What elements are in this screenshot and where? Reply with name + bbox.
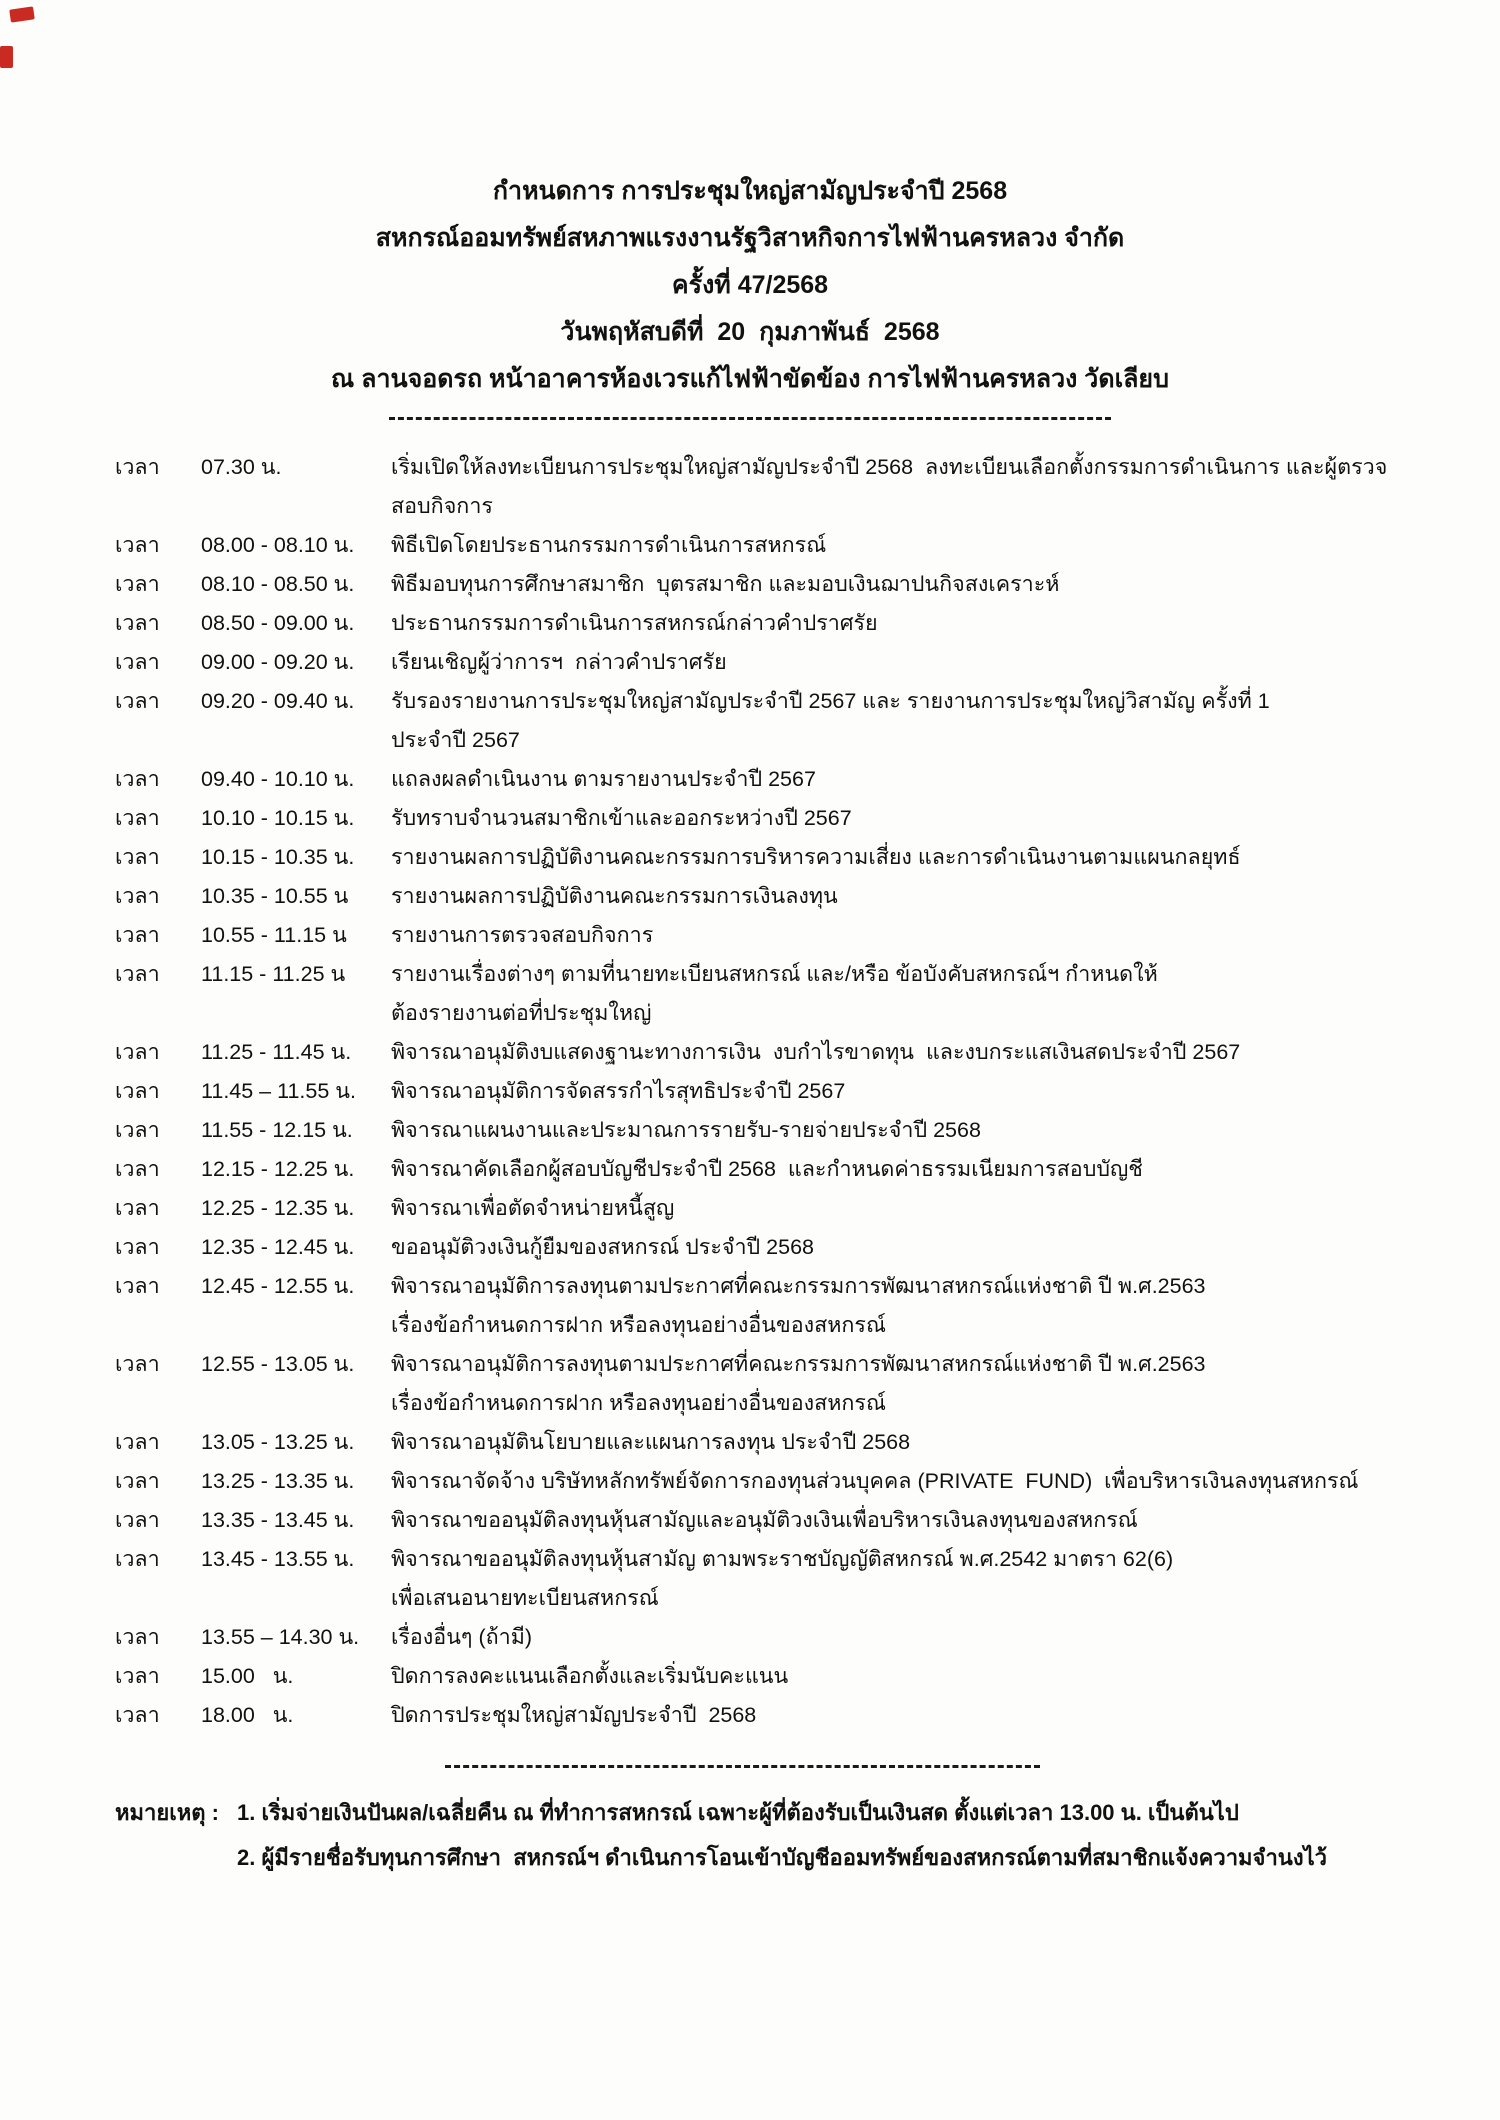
agenda-time-label: เวลา — [115, 1157, 160, 1181]
agenda-time-label: เวลา — [115, 962, 160, 986]
agenda-item-line: ขออนุมัติวงเงินกู้ยืมของสหกรณ์ ประจำปี 2568 — [391, 1235, 815, 1259]
document-title-line: ณ ลานจอดรถ หน้าอาคารห้องเวรแก้ไฟฟ้าขัดข้อง การไฟฟ้านครหลวง วัดเลียบ — [331, 365, 1169, 393]
agenda-row — [0, 604, 1500, 643]
agenda-row — [0, 1618, 1500, 1657]
agenda-row — [0, 955, 1500, 1033]
agenda-time-label: เวลา — [115, 572, 160, 596]
agenda-item-text — [391, 799, 1500, 838]
agenda-time: 09.40 - 10.10 น. — [201, 767, 355, 791]
agenda-time: 12.35 - 12.45 น. — [201, 1235, 355, 1259]
agenda-item-line: ปิดการประชุมใหญ่สามัญประจำปี 2568 — [391, 1703, 757, 1727]
agenda-time: 12.45 - 12.55 น. — [201, 1274, 355, 1298]
agenda-time-label: เวลา — [115, 1196, 160, 1220]
scan-red-mark — [0, 46, 13, 68]
agenda-item-text — [391, 526, 1500, 565]
note-text: 1. เริ่มจ่ายเงินปันผล/เฉลี่ยคืน ณ ที่ทำการสหกรณ์ เฉพาะผู้ที่ต้องรับเป็นเงินสด ตั้งแต่เวลา 13.00 น. เป็นต้นไป — [237, 1800, 1239, 1825]
agenda-row — [0, 1540, 1500, 1618]
agenda-time: 12.55 - 13.05 น. — [201, 1352, 355, 1376]
agenda-time-label: เวลา — [115, 1547, 160, 1571]
agenda-item-line: สอบกิจการ — [391, 494, 493, 518]
agenda-time: 18.00 น. — [201, 1703, 294, 1727]
notes-label: หมายเหตุ : — [115, 1800, 219, 1825]
agenda-item-line: เรียนเชิญผู้ว่าการฯ กล่าวคำปราศรัย — [391, 650, 727, 674]
agenda-item-text — [391, 760, 1500, 799]
agenda-time-label: เวลา — [115, 884, 160, 908]
dashed-divider — [389, 417, 1111, 420]
document-title-line: ครั้งที่ 47/2568 — [671, 271, 829, 299]
agenda-row — [0, 448, 1500, 526]
agenda-item-line: เรื่องข้อกำหนดการฝาก หรือลงทุนอย่างอื่นของสหกรณ์ — [391, 1391, 886, 1415]
agenda-item-text — [391, 955, 1500, 1033]
agenda-time-label: เวลา — [115, 1430, 160, 1454]
agenda-time: 13.45 - 13.55 น. — [201, 1547, 355, 1571]
agenda-time: 13.05 - 13.25 น. — [201, 1430, 355, 1454]
agenda-time: 12.25 - 12.35 น. — [201, 1196, 355, 1220]
agenda-item-line: พิจารณาเพื่อตัดจำหน่ายหนี้สูญ — [391, 1196, 675, 1220]
agenda-item-line: รายงานเรื่องต่างๆ ตามที่นายทะเบียนสหกรณ์ และ/หรือ ข้อบังคับสหกรณ์ฯ กำหนดให้ — [391, 962, 1158, 986]
agenda-row — [0, 760, 1500, 799]
agenda-time-label: เวลา — [115, 767, 160, 791]
agenda-time: 10.35 - 10.55 น — [201, 884, 349, 908]
agenda-time: 09.00 - 09.20 น. — [201, 650, 355, 674]
agenda-row — [0, 1267, 1500, 1345]
agenda-item-line: พิจารณาแผนงานและประมาณการรายรับ-รายจ่ายประจำปี 2568 — [391, 1118, 981, 1142]
agenda-item-line: เพื่อเสนอนายทะเบียนสหกรณ์ — [391, 1586, 659, 1610]
agenda-item-line: พิจารณาอนุมัติงบแสดงฐานะทางการเงิน งบกำไรขาดทุน และงบกระแสเงินสดประจำปี 2567 — [391, 1040, 1241, 1064]
agenda-time-label: เวลา — [115, 923, 160, 947]
agenda-item-text — [391, 1618, 1500, 1657]
agenda-item-line: พิจารณาขออนุมัติลงทุนหุ้นสามัญและอนุมัติวงเงินเพื่อบริหารเงินลงทุนของสหกรณ์ — [391, 1508, 1138, 1532]
agenda-item-text — [391, 604, 1500, 643]
agenda-item-text — [391, 916, 1500, 955]
agenda-time-label: เวลา — [115, 845, 160, 869]
agenda-time-label: เวลา — [115, 1703, 160, 1727]
note-row — [115, 1835, 1500, 1880]
agenda-item-text — [391, 877, 1500, 916]
agenda-item-line: ประธานกรรมการดำเนินการสหกรณ์กล่าวคำปราศรัย — [391, 611, 878, 635]
agenda-row — [0, 682, 1500, 760]
agenda-item-text — [391, 1540, 1500, 1618]
agenda-time-label: เวลา — [115, 1118, 160, 1142]
agenda-time: 11.45 – 11.55 น. — [201, 1079, 356, 1103]
agenda-item-text — [391, 1189, 1500, 1228]
agenda-time: 07.30 น. — [201, 455, 282, 479]
agenda-time: 08.50 - 09.00 น. — [201, 611, 355, 635]
agenda-item-text — [391, 1423, 1500, 1462]
agenda-item-text — [391, 1501, 1500, 1540]
agenda-row — [0, 1150, 1500, 1189]
agenda-time-label: เวลา — [115, 611, 160, 635]
agenda-time: 08.10 - 08.50 น. — [201, 572, 355, 596]
agenda-time: 13.25 - 13.35 น. — [201, 1469, 355, 1493]
agenda-row — [0, 1501, 1500, 1540]
agenda-item-text — [391, 682, 1500, 760]
agenda-item-text — [391, 1657, 1500, 1696]
agenda-row — [0, 1033, 1500, 1072]
agenda-item-line: พิจารณาอนุมัติการลงทุนตามประกาศที่คณะกรรมการพัฒนาสหกรณ์แห่งชาติ ปี พ.ศ.2563 — [391, 1352, 1206, 1376]
agenda-row — [0, 1462, 1500, 1501]
agenda-row — [0, 526, 1500, 565]
agenda-item-line: ประจำปี 2567 — [391, 728, 520, 752]
agenda-item-text — [391, 1072, 1500, 1111]
agenda-time: 13.55 – 14.30 น. — [201, 1625, 360, 1649]
agenda-time-label: เวลา — [115, 1274, 160, 1298]
agenda-item-text — [391, 565, 1500, 604]
agenda-item-line: รับทราบจำนวนสมาชิกเข้าและออกระหว่างปี 2567 — [391, 806, 852, 830]
agenda-item-line: แถลงผลดำเนินงาน ตามรายงานประจำปี 2567 — [391, 767, 816, 791]
agenda-row — [0, 643, 1500, 682]
agenda-item-line: รับรองรายงานการประชุมใหญ่สามัญประจำปี 2567 และ รายงานการประชุมใหญ่วิสามัญ ครั้งที่ 1 — [391, 689, 1270, 713]
agenda-table — [0, 448, 1500, 1735]
agenda-item-text — [391, 1345, 1500, 1423]
agenda-time-label: เวลา — [115, 689, 160, 713]
agenda-item-text — [391, 1267, 1500, 1345]
document-title-line: วันพฤหัสบดีที่ 20 กุมภาพันธ์ 2568 — [560, 318, 940, 346]
agenda-item-text — [391, 448, 1500, 526]
agenda-time: 13.35 - 13.45 น. — [201, 1508, 355, 1532]
agenda-row — [0, 1345, 1500, 1423]
agenda-row — [0, 1111, 1500, 1150]
agenda-row — [0, 1423, 1500, 1462]
note-text: 2. ผู้มีรายชื่อรับทุนการศึกษา สหกรณ์ฯ ดำเนินการโอนเข้าบัญชีออมทรัพย์ของสหกรณ์ตามที่สมาชิกแจ้งความจำนงไว้ — [237, 1845, 1327, 1870]
agenda-item-line: เรื่องข้อกำหนดการฝาก หรือลงทุนอย่างอื่นของสหกรณ์ — [391, 1313, 886, 1337]
agenda-row — [0, 1228, 1500, 1267]
agenda-row — [0, 1657, 1500, 1696]
agenda-time-label: เวลา — [115, 650, 160, 674]
agenda-item-text — [391, 1150, 1500, 1189]
agenda-time: 10.15 - 10.35 น. — [201, 845, 355, 869]
agenda-time-label: เวลา — [115, 806, 160, 830]
dashed-divider — [445, 1765, 1040, 1768]
document-title-line: สหกรณ์ออมทรัพย์สหภาพแรงงานรัฐวิสาหกิจการไฟฟ้านครหลวง จำกัด — [375, 224, 1125, 252]
document-title-line: กำหนดการ การประชุมใหญ่สามัญประจำปี 2568 — [492, 177, 1008, 205]
agenda-item-line: รายงานผลการปฏิบัติงานคณะกรรมการเงินลงทุน — [391, 884, 838, 908]
agenda-item-line: รายงานการตรวจสอบกิจการ — [391, 923, 654, 947]
agenda-time-label: เวลา — [115, 1508, 160, 1532]
agenda-time: 15.00 น. — [201, 1664, 294, 1688]
agenda-row — [0, 1189, 1500, 1228]
agenda-time: 08.00 - 08.10 น. — [201, 533, 355, 557]
agenda-time-label: เวลา — [115, 1625, 160, 1649]
agenda-time-label: เวลา — [115, 1235, 160, 1259]
agenda-row — [0, 877, 1500, 916]
agenda-time: 11.25 - 11.45 น. — [201, 1040, 352, 1064]
agenda-time: 09.20 - 09.40 น. — [201, 689, 355, 713]
agenda-item-line: เรื่องอื่นๆ (ถ้ามี) — [391, 1625, 533, 1649]
agenda-item-text — [391, 643, 1500, 682]
agenda-item-line: ปิดการลงคะแนนเลือกตั้งและเริ่มนับคะแนน — [391, 1664, 789, 1688]
agenda-time-label: เวลา — [115, 1664, 160, 1688]
agenda-row — [0, 565, 1500, 604]
agenda-time-label: เวลา — [115, 455, 160, 479]
agenda-item-line: พิธีมอบทุนการศึกษาสมาชิก บุตรสมาชิก และมอบเงินฌาปนกิจสงเคราะห์ — [391, 572, 1060, 596]
notes-section — [0, 1790, 1500, 1880]
agenda-item-text — [391, 1111, 1500, 1150]
agenda-time-label: เวลา — [115, 533, 160, 557]
agenda-time: 11.55 - 12.15 น. — [201, 1118, 353, 1142]
agenda-time: 10.55 - 11.15 น — [201, 923, 347, 947]
agenda-item-line: เริ่มเปิดให้ลงทะเบียนการประชุมใหญ่สามัญประจำปี 2568 ลงทะเบียนเลือกตั้งกรรมการดำเนินการ และผู้ตรวจ — [391, 455, 1388, 479]
agenda-time-label: เวลา — [115, 1040, 160, 1064]
document-header — [0, 0, 1500, 403]
agenda-time-label: เวลา — [115, 1469, 160, 1493]
agenda-item-line: พิจารณาจัดจ้าง บริษัทหลักทรัพย์จัดการกองทุนส่วนบุคคล (PRIVATE FUND) เพื่อบริหารเงินลงทุนสหกรณ์ — [391, 1469, 1359, 1493]
agenda-item-text — [391, 1462, 1500, 1501]
agenda-row — [0, 1072, 1500, 1111]
agenda-item-line: รายงานผลการปฏิบัติงานคณะกรรมการบริหารความเสี่ยง และการดำเนินงานตามแผนกลยุทธ์ — [391, 845, 1241, 869]
agenda-item-line: พิธีเปิดโดยประธานกรรมการดำเนินการสหกรณ์ — [391, 533, 827, 557]
agenda-item-line: พิจารณาอนุมัตินโยบายและแผนการลงทุน ประจำปี 2568 — [391, 1430, 911, 1454]
agenda-time: 10.10 - 10.15 น. — [201, 806, 355, 830]
agenda-item-text — [391, 1033, 1500, 1072]
agenda-item-line: ต้องรายงานต่อที่ประชุมใหญ่ — [391, 1001, 652, 1025]
agenda-item-line: พิจารณาอนุมัติการจัดสรรกำไรสุทธิประจำปี 2567 — [391, 1079, 846, 1103]
agenda-row — [0, 799, 1500, 838]
agenda-time-label: เวลา — [115, 1352, 160, 1376]
agenda-time-label: เวลา — [115, 1079, 160, 1103]
agenda-row — [0, 838, 1500, 877]
agenda-row — [0, 1696, 1500, 1735]
note-row — [115, 1790, 1500, 1835]
agenda-time: 12.15 - 12.25 น. — [201, 1157, 355, 1181]
agenda-time: 11.15 - 11.25 น — [201, 962, 346, 986]
agenda-item-line: พิจารณาคัดเลือกผู้สอบบัญชีประจำปี 2568 และกำหนดค่าธรรมเนียมการสอบบัญชี — [391, 1157, 1143, 1181]
agenda-item-line: พิจารณาอนุมัติการลงทุนตามประกาศที่คณะกรรมการพัฒนาสหกรณ์แห่งชาติ ปี พ.ศ.2563 — [391, 1274, 1206, 1298]
agenda-item-text — [391, 1696, 1500, 1735]
agenda-item-text — [391, 1228, 1500, 1267]
agenda-row — [0, 916, 1500, 955]
agenda-item-line: พิจารณาขออนุมัติลงทุนหุ้นสามัญ ตามพระราชบัญญัติสหกรณ์ พ.ศ.2542 มาตรา 62(6) — [391, 1547, 1174, 1571]
agenda-item-text — [391, 838, 1500, 877]
